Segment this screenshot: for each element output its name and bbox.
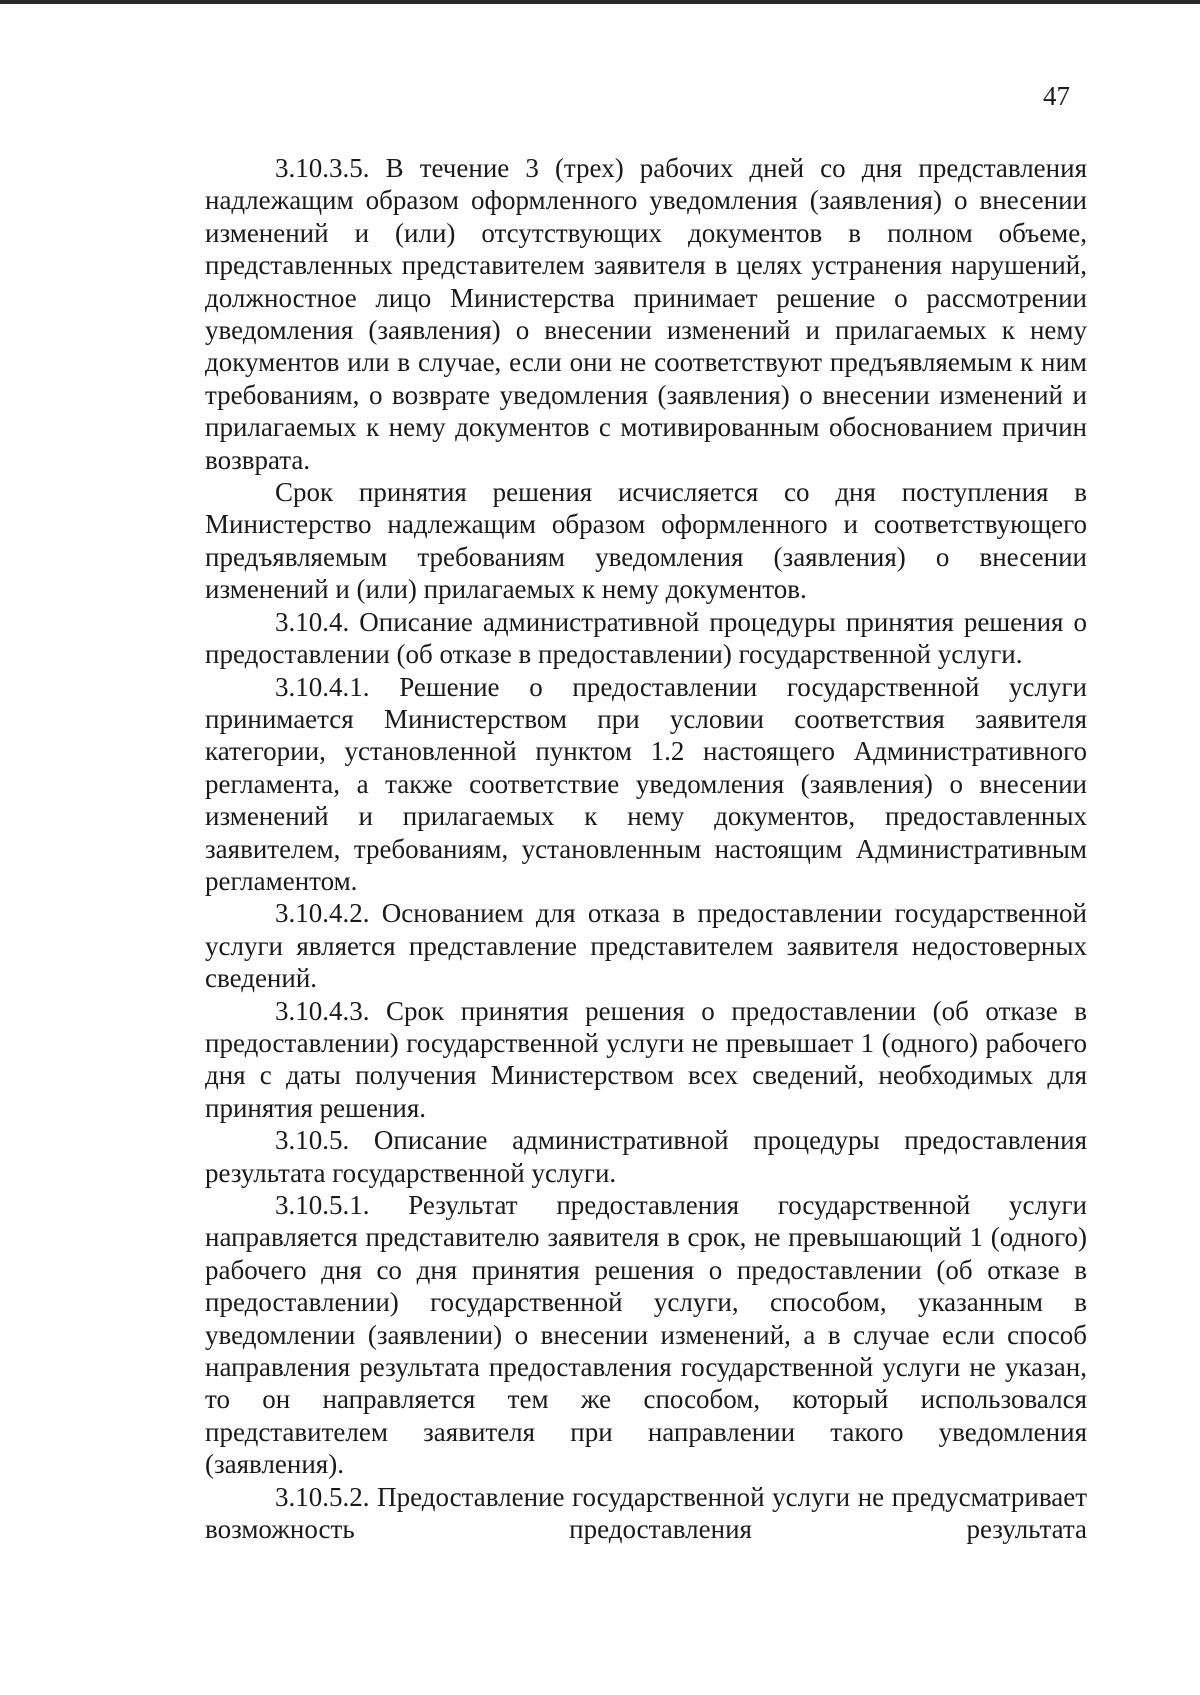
top-border-line <box>0 0 1200 4</box>
paragraph-3-10-4: 3.10.4. Описание административной процедуры принятия решения о предоставлении (об отказе в предоставлении) государственной услуги. <box>205 606 1087 670</box>
paragraph-3-10-4-1: 3.10.4.1. Решение о предоставлении государственной услуги принимается Министерством при условии соответствия заявителя категории, установленной пунктом 1.2 настоящего Административного регламента, а также соответствие уведомления (заявления) о внесении изменений и прилагаемых к нему документов, предоставленных заявителем, требованиям, установленным настоящим Административным регламентом. <box>205 671 1087 896</box>
paragraph-3-10-3-5: 3.10.3.5. В течение 3 (трех) рабочих дней со дня представления надлежащим образом оформленного уведомления (заявления) о внесении изменений и (или) отсутствующих документов в полном объеме, представленных представителем заявителя в целях устранения нарушений, должностное лицо Министерства принимает решение о рассмотрении уведомления (заявления) о внесении изменений и прилагаемых к нему документов или в случае, если они не соответствуют предъявляемым к ним требованиям, о возврате уведомления (заявления) о внесении изменений и прилагаемых к нему документов с мотивированным обоснованием причин возврата. <box>205 153 1087 475</box>
paragraph-3-10-5: 3.10.5. Описание административной процедуры предоставления результата государственной услуги. <box>205 1125 1087 1188</box>
paragraph-3-10-4-2: 3.10.4.2. Основанием для отказа в предоставлении государственной услуги является представление представителем заявителя недостоверных сведений. <box>205 898 1087 994</box>
document-body <box>205 152 1087 1545</box>
paragraph-decision-term: Срок принятия решения исчисляется со дня поступления в Министерство надлежащим образом оформленного и соответствующего предъявляемым требованиям уведомления (заявления) о внесении изменений и (или) прилагаемых к нему документов. <box>205 477 1087 605</box>
paragraph-3-10-4-3: 3.10.4.3. Срок принятия решения о предоставлении (об отказе в предоставлении) государственной услуги не превышает 1 (одного) рабочего дня с даты получения Министерством всех сведений, необходимых для принятия решения. <box>205 995 1087 1123</box>
page-number: 47 <box>1043 81 1070 111</box>
paragraph-3-10-5-1: 3.10.5.1. Результат предоставления государственной услуги направляется представителю заявителя в срок, не превышающий 1 (одного) рабочего дня со дня принятия решения о предоставлении (об отказе в предоставлении) государственной услуги, способом, указанным в уведомлении (заявлении) о внесении изменений, а в случае если способ направления результата предоставления государственной услуги не указан, то он направляется тем же способом, который использовался представителем заявителя при направлении такого уведомления (заявления). <box>205 1190 1087 1480</box>
paragraph-3-10-5-2: 3.10.5.2. Предоставление государственной услуги не предусматривает возможность предоставления результата <box>205 1481 1087 1545</box>
